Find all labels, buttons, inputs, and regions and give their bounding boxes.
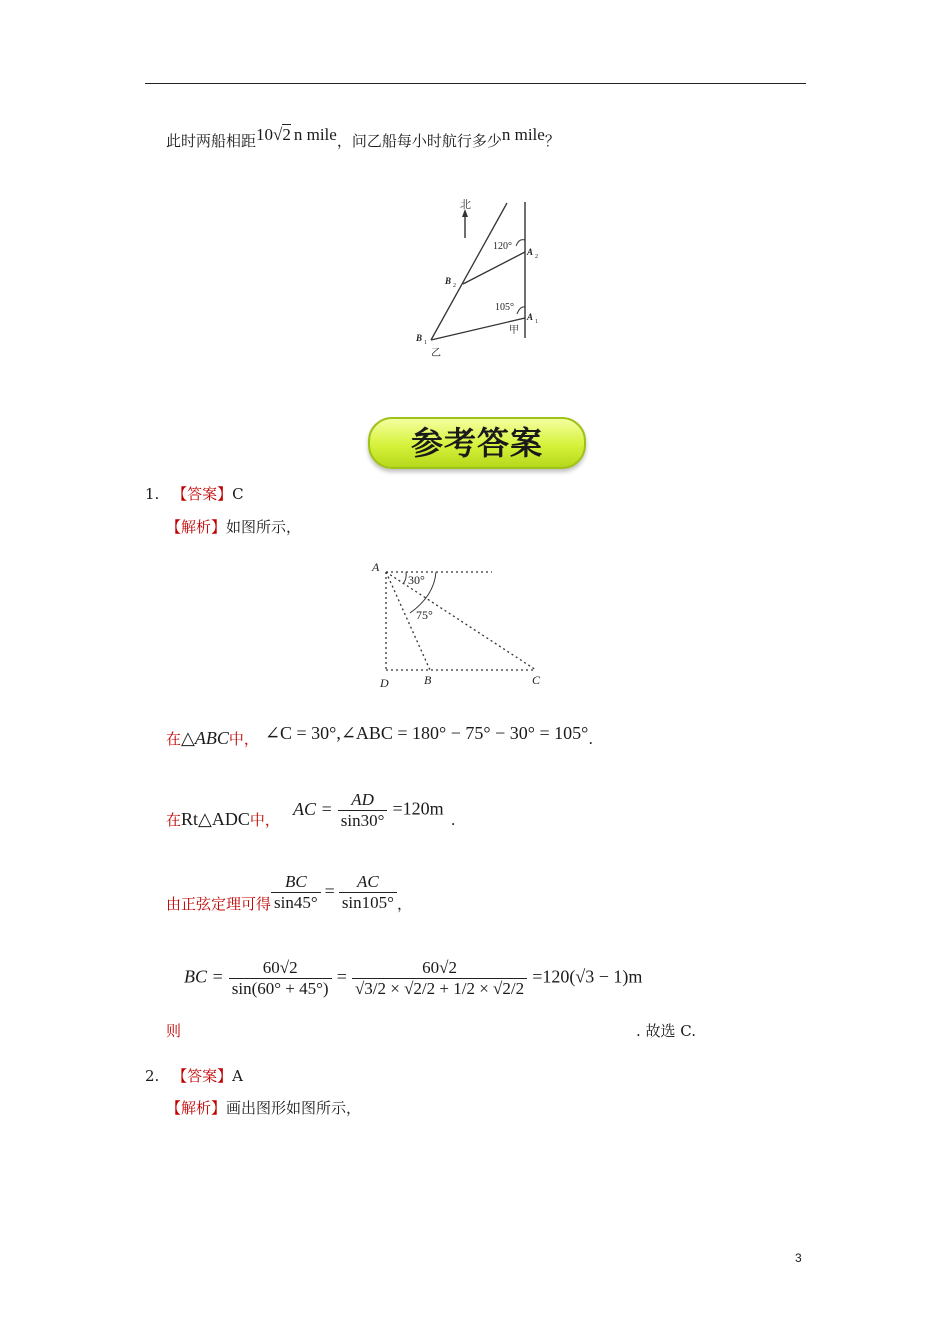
label-a: A [372,560,380,574]
ship-yi-label: 乙 [431,348,441,359]
step4-equals: = [336,966,347,987]
sqrt-sign: √ [273,125,283,144]
angle-label-75: 75° [416,608,433,622]
answer2-analysis-text: 画出图形如图所示， [226,1099,362,1117]
answer2-number: 2. [145,1067,160,1085]
step3-equals: = [324,880,335,901]
answer1-number: 1. [145,485,160,503]
distance-radicand: 2 [282,125,291,144]
step1-prefix: 在 [166,730,182,748]
answer2-heading [145,1065,243,1086]
answer-banner [368,417,586,469]
label-a1-sub: 1 [535,319,538,325]
label-b2-sub: 2 [453,283,456,289]
angle-label-105: 105° [495,302,514,313]
step4-numerator-right: 60√2 [352,958,527,979]
distance-expression [256,125,337,144]
step2-lhs: AC = [292,798,333,819]
angle-label-30: 30° [408,573,425,587]
answer1-analysis-label: 【解析】 [166,518,227,536]
label-a2-sub: 2 [535,254,538,260]
step3-denominator-right: sin105° [341,892,394,912]
b2-a2-line [463,252,525,284]
distance-unit: n mile [293,125,337,144]
banner-title: 参考答案 [410,424,543,462]
step3-end: ， [396,894,412,913]
speed-unit: n mile [501,125,545,144]
step4-denominator-right: √3/2 × √2/2 + 1/2 × √2/2 [354,978,525,998]
step2-denominator: sin30° [340,810,385,830]
question-line [166,125,560,151]
question-part2: ，问乙船每小时航行多少 [336,132,502,150]
answer2-letter: A [232,1067,243,1085]
question-part3: ？ [544,132,560,150]
triangle-diagram [370,556,550,692]
label-d: D [380,676,389,690]
label-b2: B [445,276,452,286]
step2-rhs: =120m [392,798,444,819]
step4-denominator-left: sin(60° + 45°) [231,978,329,998]
answer1-letter: C [232,485,244,503]
answer2-analysis-label: 【解析】 [166,1099,227,1117]
label-b: B [424,673,432,687]
step1-end: . [588,730,594,748]
answer1-heading [145,483,244,504]
step2-numerator: AD [338,790,388,811]
label-a2: A [527,247,534,257]
step4-fraction-left [229,958,332,998]
step4-prefix: 则 [166,1022,182,1040]
step4-numerator-left: 60√2 [229,958,332,979]
label-c: C [532,673,541,687]
page-number: 3 [795,1251,802,1265]
step4-lhs: BC = [184,966,224,987]
angle-arc-120 [516,240,525,246]
angle-arc-30 [403,572,406,584]
step2-triangle: Rt△ADC [181,808,250,829]
yi-course-line [431,203,507,340]
step3-denominator-left: sin45° [274,892,318,912]
step1-triangle: △ABC [181,728,229,748]
step3-fraction-right [339,872,397,912]
step1-formula: ∠C = 30°,∠ABC = 180° − 75° − 30° = 105° [264,723,589,743]
label-a1: A [527,312,534,322]
distance-value: 10 [256,125,274,144]
angle-label-120: 120° [493,241,512,252]
answer1-analysis [166,516,301,537]
step4-end: . 故选 C. [636,1022,697,1040]
answer2-analysis [166,1097,361,1118]
answer1-analysis-text: 如图所示， [226,518,302,536]
step3-numerator-right: AC [339,872,397,893]
step2-line [166,790,456,830]
answer1-label: 【答案】 [172,485,233,503]
answer2-label: 【答案】 [172,1067,233,1085]
step3-fraction-left [271,872,321,912]
step4-rhs: =120(√3 − 1)m [532,966,643,987]
angle-arc-105 [517,307,525,314]
step1-mid: 中， [228,730,259,748]
step3-numerator-left: BC [271,872,321,893]
step4-formula [184,958,642,998]
header-rule [145,83,806,84]
step2-prefix: 在 [166,810,182,829]
step2-end: . [450,810,456,829]
ships-diagram [405,190,555,360]
step3-prefix: 由正弦定理可得 [166,894,272,913]
step3-line [166,872,412,912]
step4-fraction-right [352,958,527,998]
step2-mid: 中， [249,810,280,829]
north-label: 北 [460,198,471,211]
label-b1: B [416,333,423,343]
label-b1-sub: 1 [424,340,427,346]
step1-line [166,723,594,749]
ship-jia-label: 甲 [509,325,519,336]
question-part1: 此时两船相距 [166,132,257,150]
step2-fraction [338,790,388,830]
